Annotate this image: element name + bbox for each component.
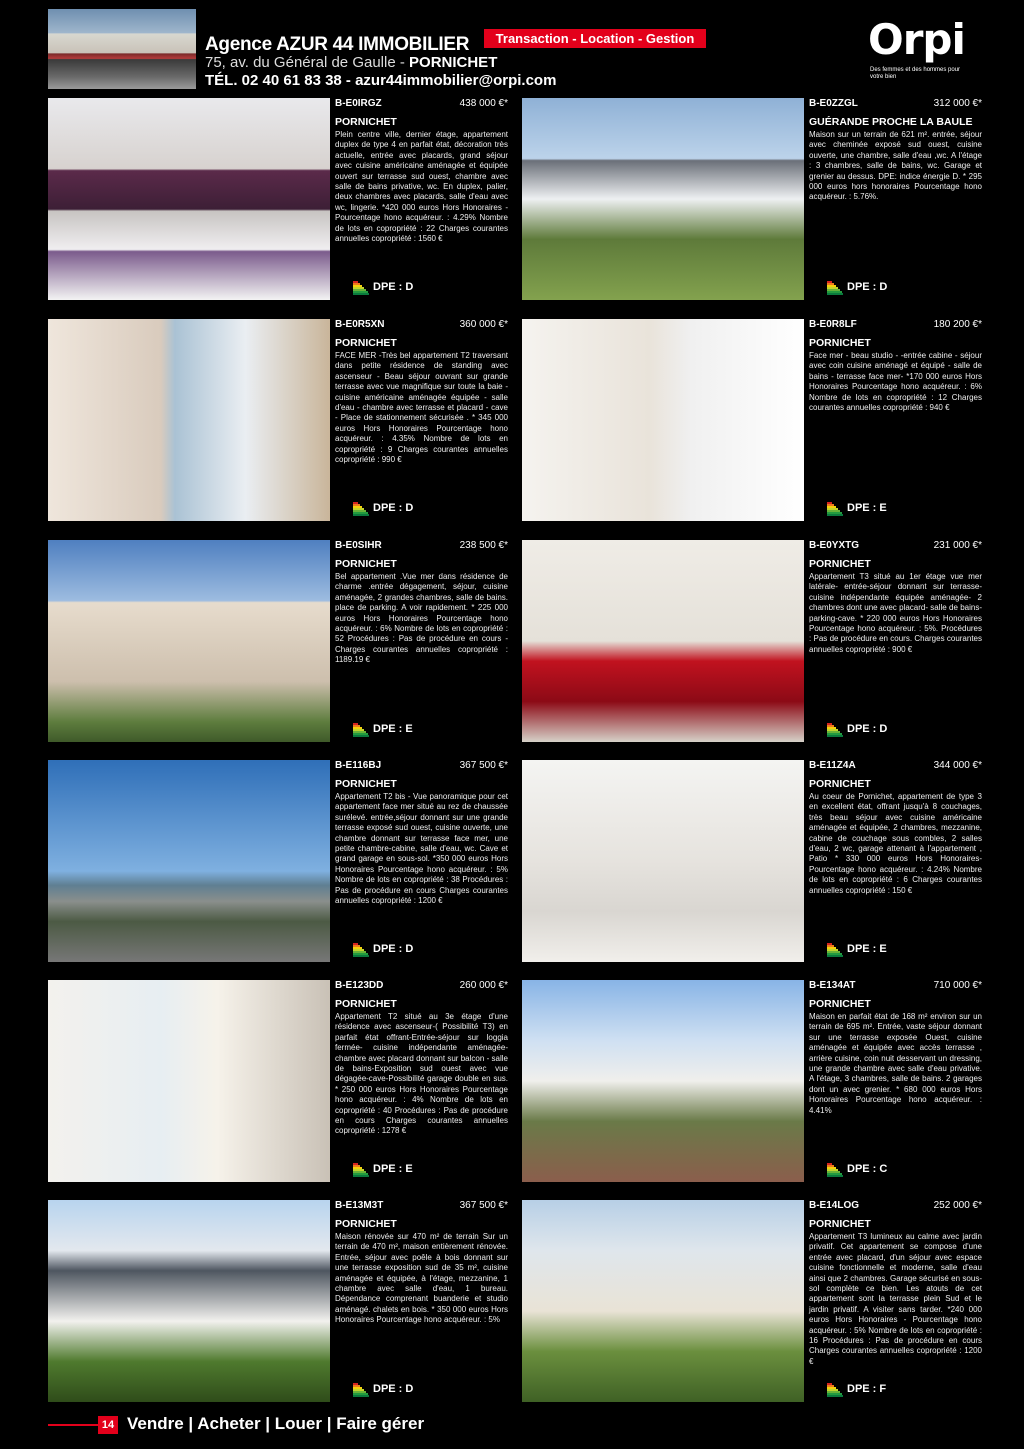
listing-info <box>809 540 982 742</box>
listing-reference: B-E0R5XN <box>335 319 385 330</box>
energy-label-icon <box>827 723 843 737</box>
listing-town: PORNICHET <box>335 337 397 349</box>
listing-info <box>335 319 508 521</box>
property-photo[interactable] <box>48 319 330 521</box>
listing-town: PORNICHET <box>809 337 871 349</box>
listing-description: Maison sur un terrain de 621 m². entrée, séjour avec cheminée exposé sud ouest, cuisine ouverte, une chambre, salle d'eau ,wc. A l'étage : 3 chambres, salle de bains, wc. Garage et grenier au dessus. DPE: indice énergie D. * 295 000 euros hors honoraires Pourcentage hono acquéreur. : 5.76%. <box>809 130 982 202</box>
footer-tagline: Vendre | Acheter | Louer | Faire gérer <box>127 1414 425 1433</box>
listing-price: 710 000 €* <box>933 980 982 991</box>
listing-description: Plein centre ville, dernier étage, appartement duplex de type 4 en parfait état, décoration très actuelle, entrée avec placards, grand séjour avec cuisine américaine aménagée et équipée ouvert sur terrasse sud ouest, chambre avec salle de bains privative, wc. En duplex, palier, deux chambres avec placards, salle d'eau avec wc, lingerie. *420 000 euros Hors Honoraires - Pourcentage hono acquéreur. : 4.29% Nombre de lots en copropriété : 22 Charges courantes annuelles copropriété : 1560 € <box>335 130 508 244</box>
listing-price: 180 200 €* <box>933 319 982 330</box>
listing-description: FACE MER -Très bel appartement T2 traversant dans petite résidence de standing avec ascenseur - Beau séjour ouvrant sur grande terrasse avec vue magnifique sur toute la baie - cuisine américaine aménagée équipée - salle d'eau - chambre avec terrasse et placard - cave - Place de stationnement sécurisée . * 345 000 euros Hors Honoraires Pourcentage hono acquéreur. : 4.35% Nombre de lots en copropriété : 9 Charges courantes annuelles copropriété : 990 € <box>335 351 508 465</box>
agency-storefront-photo <box>48 9 196 89</box>
property-photo[interactable] <box>48 760 330 962</box>
listing-town: PORNICHET <box>335 558 397 570</box>
listing-reference: B-E0SIHR <box>335 540 382 551</box>
dpe-label: DPE : E <box>847 502 887 514</box>
listing-town: GUÉRANDE PROCHE LA BAULE <box>809 116 973 128</box>
listing-info <box>809 319 982 521</box>
property-photo[interactable] <box>48 1200 330 1402</box>
listing-reference: B-E11Z4A <box>809 760 856 771</box>
property-photo[interactable] <box>522 1200 804 1402</box>
energy-label-icon <box>353 943 369 957</box>
listing-price: 438 000 €* <box>459 98 508 109</box>
listing-card[interactable] <box>522 760 982 962</box>
listing-card[interactable] <box>48 980 508 1182</box>
listing-price: 344 000 €* <box>933 760 982 771</box>
energy-label-icon <box>353 723 369 737</box>
property-photo[interactable] <box>522 319 804 521</box>
dpe-label: DPE : C <box>847 1163 888 1175</box>
listing-card[interactable] <box>522 319 982 521</box>
listing-description: Au coeur de Pornichet, appartement de type 3 en excellent état, offrant jusqu'à 8 couchages, très beau séjour avec cuisine américaine aménagée et équipée, 2 chambres, mezzanine, cabine de couchage sous combles, 2 salles d'eau, 2 wc, garage attenant à l'appartement , Patio * 330 000 euros Hors Honoraires- Pourcentage hono acquéreur. : 4.24% Nombre de lots en copropriété : 6 Charges courantes annuelles copropriété : 150 € <box>809 792 982 895</box>
listing-card[interactable] <box>48 98 508 300</box>
dpe-label: DPE : E <box>373 1163 413 1175</box>
listing-town: PORNICHET <box>335 778 397 790</box>
listing-info <box>809 980 982 1182</box>
energy-label-icon <box>353 502 369 516</box>
listing-card[interactable] <box>48 1200 508 1402</box>
orpi-logo: Orpi <box>868 15 965 64</box>
listing-description: Appartement T3 lumineux au calme avec jardin privatif. Cet appartement se compose d'une entrée avec placard, d'un séjour avec espace cuisine fonctionnelle et moderne, salle d'eau ainsi que 2 chambres. Garage sécurisé en sous-sol complète ce bien. Les atouts de cet appartement sont la terrasse plein Sud et le jardin privatif. A visiter sans tarder. *240 000 euros Hors Honoraires - Pourcentage hono acquéreur. : 5% Nombre de lots en copropriété : 16 Procédures : Pas de procédure en cours Charges courantes annuelles copropriété : 1200 € <box>809 1232 982 1366</box>
footer-rule <box>48 1424 98 1426</box>
listing-reference: B-E0YXTG <box>809 540 860 551</box>
listing-info <box>335 98 508 300</box>
listing-town: PORNICHET <box>335 1218 397 1230</box>
listing-town: PORNICHET <box>809 778 871 790</box>
listing-info <box>809 760 982 962</box>
listing-reference: B-E0R8LF <box>809 319 857 330</box>
listing-info <box>335 980 508 1182</box>
listing-description: Face mer - beau studio - -entrée cabine - séjour avec coin cuisine aménagé et équipé - salle de bains - terrasse face mer- *170 000 euros Hors Honoraires Pourcentage hono acquéreur. : 6% Nombre de lots en copropriété : 12 Charges courantes annuelles copropriété : 940 € <box>809 351 982 413</box>
dpe-label: DPE : D <box>373 281 414 293</box>
property-photo[interactable] <box>522 98 804 300</box>
listing-price: 231 000 €* <box>933 540 982 551</box>
page-header <box>0 0 1024 94</box>
orpi-tagline: Des femmes et des hommes pour votre bien <box>870 67 961 80</box>
property-photo[interactable] <box>48 540 330 742</box>
listing-description: Appartement T2 bis - Vue panoramique pour cet appartement face mer situé au rez de chaussée surélevé. entrée,séjour donnant sur une grande terrasse exposé sud ouest, cuisine ouverte, une chambre donnant sur terrasse face mer, une petite chambre-cabine, salle d'eau, wc. Cave et grand garage en sous-sol. *350 000 euros Hors Honoraires Pourcentage hono acquéreur. : 5% Nombre de lots en copropriété : 38 Procédures : Pas de procédure en cours Charges courantes annuelles copropriété : 1200 € <box>335 792 508 906</box>
energy-label-icon <box>827 502 843 516</box>
listing-description: Bel appartement .Vue mer dans résidence de charme .entrée dégagement, séjour, cuisine aménagée, 2 grandes chambres, salle de bains. place de parking. A voir rapidement. * 225 000 euros Hors Honoraires Pourcentage hono acquéreur. : 6% Nombre de lots en copropriété : 52 Procédures : Pas de procédure en cours - Charges courantes annuelles copropriété : 1189.19 € <box>335 572 508 665</box>
services-badge: Transaction - Location - Gestion <box>484 29 706 48</box>
dpe-label: DPE : D <box>373 1383 414 1395</box>
listing-price: 312 000 €* <box>933 98 982 109</box>
agency-contact: TÉL. 02 40 61 83 38 - azur44immobilier@orpi.com <box>205 72 557 89</box>
listing-description: Appartement T2 situé au 3e étage d'une résidence avec ascenseur-( Possibilité T3) en parfait état offrant-Entrée-séjour sur loggia fermée- cuisine indépendante aménagée- chambre avec placard donnant sur balcon - salle de bains-Exposition sud ouest avec vue dégagée-cave-Possibilité garage double en sus. * 250 000 euros Hors Honoraires Pourcentage hono acquéreur. : 4% Nombre de lots en copropriété : 40 Procédures : Pas de procédure en cours Charges courantes annuelles copropriété : 1278 € <box>335 1012 508 1136</box>
energy-label-icon <box>353 1163 369 1177</box>
dpe-label: DPE : E <box>847 943 887 955</box>
property-photo[interactable] <box>522 980 804 1182</box>
listing-town: PORNICHET <box>809 558 871 570</box>
listing-price: 367 500 €* <box>459 1200 508 1211</box>
dpe-label: DPE : D <box>847 723 888 735</box>
listing-info <box>335 540 508 742</box>
property-photo[interactable] <box>522 540 804 742</box>
listing-info <box>809 98 982 300</box>
dpe-label: DPE : D <box>373 502 414 514</box>
dpe-label: DPE : F <box>847 1383 887 1395</box>
listing-card[interactable] <box>522 1200 982 1402</box>
listing-town: PORNICHET <box>335 116 397 128</box>
agency-address: 75, av. du Général de Gaulle - PORNICHET <box>205 54 498 71</box>
listing-reference: B-E0IRGZ <box>335 98 382 109</box>
dpe-label: DPE : E <box>373 723 413 735</box>
listing-card[interactable] <box>522 980 982 1182</box>
dpe-label: DPE : D <box>373 943 414 955</box>
listing-card[interactable] <box>522 540 982 742</box>
listing-info <box>335 760 508 962</box>
listing-price: 367 500 €* <box>459 760 508 771</box>
listing-reference: B-E0ZZGL <box>809 98 858 109</box>
listing-reference: B-E116BJ <box>335 760 382 771</box>
listing-price: 260 000 €* <box>459 980 508 991</box>
page-number: 14 <box>98 1416 118 1434</box>
listing-price: 252 000 €* <box>933 1200 982 1211</box>
listing-card[interactable] <box>48 319 508 521</box>
listing-description: Appartement T3 situé au 1er étage vue mer latérale- entrée-séjour donnant sur terrasse- cuisine indépendante équipée aménagée- 2 chambres dont une avec placard- salle de bains-parking-cave. * 220 000 euros Hors Honoraires Pourcentage hono acquéreur. : 5%. Procédures : Pas de procédure en cours. Charges courantes annuelles copropriété : 900 € <box>809 572 982 654</box>
agency-name: Agence AZUR 44 IMMOBILIER <box>205 34 470 55</box>
listing-price: 360 000 €* <box>459 319 508 330</box>
energy-label-icon <box>353 281 369 295</box>
dpe-label: DPE : D <box>847 281 888 293</box>
property-photo[interactable] <box>522 760 804 962</box>
listing-town: PORNICHET <box>335 998 397 1010</box>
energy-label-icon <box>827 281 843 295</box>
listing-reference: B-E13M3T <box>335 1200 384 1211</box>
property-photo[interactable] <box>48 98 330 300</box>
listing-description: Maison rénovée sur 470 m² de terrain Sur un terrain de 470 m², maison entièrement rénovée. Entrée, séjour avec poêle à bois donnant sur une terrasse exposition sud de 35 m², cuisine aménagée et équipée, à l'étage, mezzanine, 1 chambre avec salle d'eau, 1 bureau. Dépendance comprenant buanderie et studio aménagé. chalets en bois. * 350 000 euros Hors Honoraires Pourcentage hono acquéreur. : 5% <box>335 1232 508 1325</box>
listing-card[interactable] <box>48 540 508 742</box>
listing-town: PORNICHET <box>809 1218 871 1230</box>
listing-price: 238 500 €* <box>459 540 508 551</box>
listing-card[interactable] <box>522 98 982 300</box>
listing-reference: B-E14LOG <box>809 1200 860 1211</box>
listing-info <box>809 1200 982 1402</box>
energy-label-icon <box>353 1383 369 1397</box>
listing-reference: B-E123DD <box>335 980 384 991</box>
energy-label-icon <box>827 1383 843 1397</box>
listing-info <box>335 1200 508 1402</box>
listing-description: Maison en parfait état de 168 m² environ sur un terrain de 695 m². Entrée, vaste séjour donnant sur une terrasse exposée Ouest, cuisine aménagée et équipée avec accès terrasse , arrière cuisine, coin nuit desservant un dressing, une grande chambre avec salle d'eau privative. A l'étage, 3 chambres, salle de bains. 2 garages dont un avec grenier. * 680 000 euros Hors Honoraires Pourcentage hono acquéreur. : 4.41% <box>809 1012 982 1115</box>
property-photo[interactable] <box>48 980 330 1182</box>
listing-reference: B-E134AT <box>809 980 856 991</box>
listing-card[interactable] <box>48 760 508 962</box>
energy-label-icon <box>827 943 843 957</box>
listing-town: PORNICHET <box>809 998 871 1010</box>
energy-label-icon <box>827 1163 843 1177</box>
